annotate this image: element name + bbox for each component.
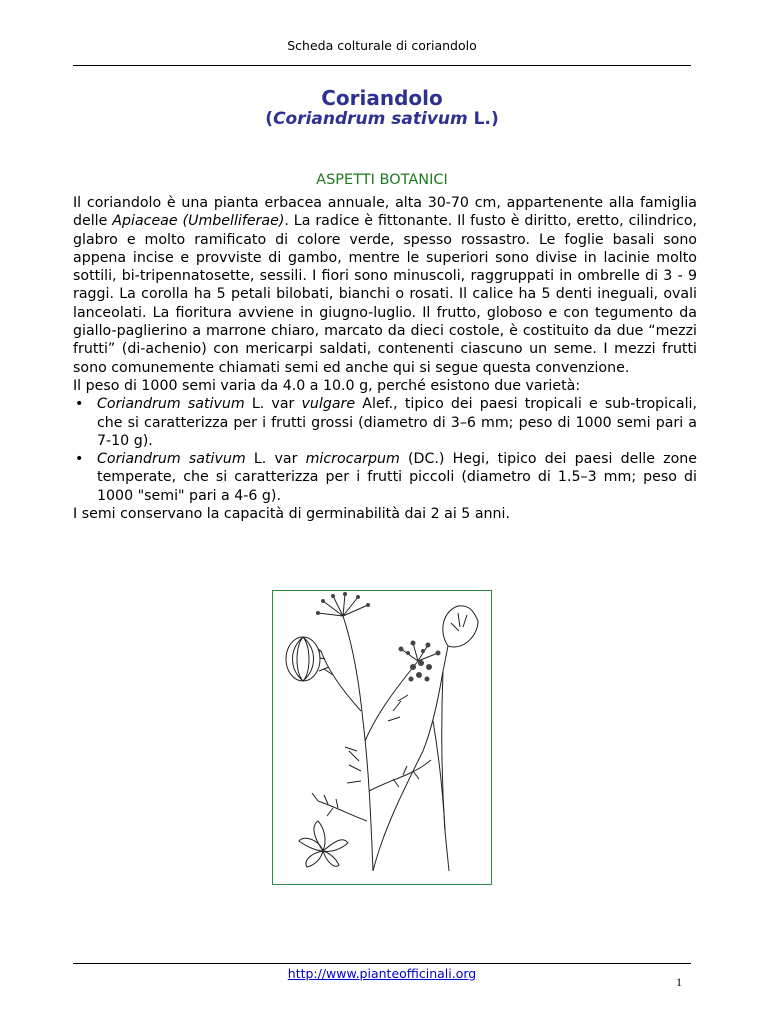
- bullet-marker: •: [75, 451, 84, 468]
- document-title: Coriandolo: [321, 86, 443, 110]
- subtitle-species: Coriandrum sativum: [273, 109, 468, 129]
- variety-description: Alef., tipico dei paesi tropicali e sub-tropicali, che si caratterizza per i frutti grossi (diametro di 3–6 mm; peso di 1000 semi pari a 7-10 g).: [97, 396, 697, 449]
- list-item: [73, 450, 697, 505]
- variety-list: [73, 395, 697, 505]
- family-name: Apiaceae (Umbelliferae): [112, 213, 285, 230]
- variety-mid: L. var: [244, 396, 302, 413]
- subtitle-open-paren: (: [265, 109, 274, 129]
- document-subtitle: [73, 109, 691, 129]
- page-header: Scheda colturale di coriandolo: [287, 38, 477, 53]
- paragraph-germination: I semi conservano la capacità di germinabilità dai 2 ai 5 anni.: [73, 506, 510, 523]
- variety-mid: L. var: [245, 451, 306, 468]
- bullet-marker: •: [75, 396, 84, 413]
- list-item: [73, 395, 697, 450]
- website-link[interactable]: http://www.pianteofficinali.org: [287, 966, 477, 981]
- paragraph-seed-weight: Il peso di 1000 semi varia da 4.0 a 10.0 g, perché esistono due varietà:: [73, 377, 581, 394]
- variety-species: Coriandrum sativum: [97, 396, 245, 413]
- variety-name: vulgare: [301, 396, 356, 413]
- header-divider: [73, 65, 691, 66]
- section-heading: ASPETTI BOTANICI: [316, 172, 448, 188]
- variety-species: Coriandrum sativum: [97, 451, 246, 468]
- paragraph-text-b: . La radice è fittonante. Il fusto è diritto, eretto, cilindrico, glabro e molto ramificato di colore verde, spesso rossastro. Le foglie basali sono appena incise e provviste di gambo, mentre le superiori sono divise in lacinie molto sottili, bi-tripennatosette, sessili. I fiori sono minuscoli, raggruppati in ombrelle di 3 - 9 raggi. La corolla ha 5 petali bilobati, bianchi o rosati. Il calice ha 5 denti ineguali, ovali lanceolati. La fioritura avviene in giugno-luglio. Il frutto, globoso e con tegumento da giallo-paglierino a marrone chiaro, marcato da dieci costole, è costituito da due “mezzi frutti” (di-achenio) con mericarpi saldati, contenenti ciascuno un seme. I mezzi frutti sono comunemente chiamati semi ed anche qui si segue questa convenzione.: [73, 213, 698, 376]
- variety-name: microcarpum: [305, 451, 400, 468]
- botanical-illustration: [272, 590, 492, 885]
- footer-divider: [73, 963, 691, 964]
- subtitle-author: L.): [467, 109, 499, 129]
- coriander-plant-drawing: [273, 591, 491, 884]
- body-text: [73, 194, 697, 523]
- variety-description: (DC.) Hegi, tipico dei paesi delle zone temperate, che si caratterizza per i frutti piccoli (diametro di 1.5–3 mm; peso di 1000 "semi" pari a 4-6 g).: [97, 451, 697, 504]
- paragraph-text-a: Il coriandolo è una pianta erbacea annuale, alta 30-70 cm, appartenente alla famiglia delle: [73, 195, 697, 230]
- paragraph-description: [73, 194, 697, 377]
- page-number: 1: [676, 975, 682, 989]
